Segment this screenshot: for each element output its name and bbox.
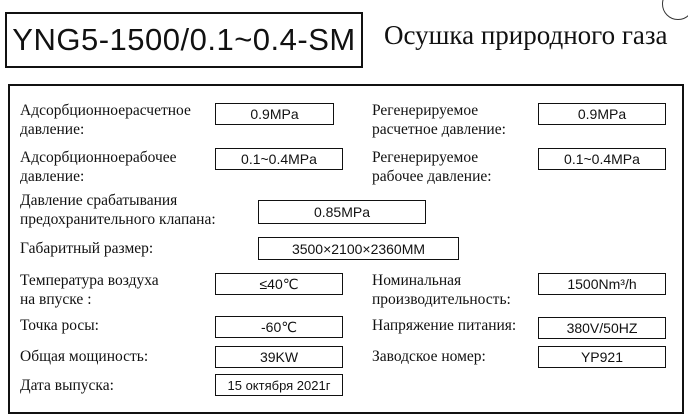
label-line: давление: bbox=[20, 121, 85, 138]
label-line: давление: bbox=[20, 168, 85, 185]
model-number-box bbox=[5, 12, 363, 68]
label-line: Напряжение питания: bbox=[372, 317, 517, 334]
label-line: Точка росы: bbox=[20, 317, 99, 334]
adsorption-working-pressure-label bbox=[20, 148, 177, 186]
supply-voltage-label bbox=[372, 316, 516, 335]
label-line: производительность: bbox=[372, 291, 511, 308]
dew-point-value: -60℃ bbox=[215, 316, 343, 338]
total-power-label bbox=[20, 347, 148, 366]
label-line: Адсорбционноерабочее bbox=[20, 149, 177, 166]
supply-voltage-value: 380V/50HZ bbox=[538, 317, 666, 339]
regeneration-design-pressure-value: 0.9MPa bbox=[538, 103, 666, 125]
label-line: расчетное давление: bbox=[372, 121, 506, 138]
label-line: Температура воздуха bbox=[20, 272, 159, 289]
label-line: Заводское номер: bbox=[372, 348, 486, 365]
adsorption-design-pressure-value: 0.9MPa bbox=[215, 103, 334, 125]
model-number: YNG5-1500/0.1~0.4-SM bbox=[12, 22, 356, 57]
total-power-value: 39KW bbox=[215, 346, 343, 368]
serial-number-value: YP921 bbox=[538, 346, 666, 368]
regeneration-working-pressure-value: 0.1~0.4MPa bbox=[538, 148, 666, 170]
rated-capacity-label bbox=[372, 271, 511, 309]
adsorption-working-pressure-value: 0.1~0.4MPa bbox=[215, 148, 343, 170]
dew-point-label bbox=[20, 316, 99, 335]
product-name: Осушка природного газа bbox=[384, 20, 668, 50]
safety-valve-pressure-label bbox=[20, 191, 216, 229]
label-line: предохранительного клапана: bbox=[20, 211, 216, 228]
label-line: Дата выпуска: bbox=[20, 377, 114, 394]
overall-dimensions-value: 3500×2100×2360MM bbox=[258, 237, 459, 260]
serial-number-label bbox=[372, 347, 486, 366]
inlet-air-temperature-label bbox=[20, 271, 159, 309]
safety-valve-pressure-value: 0.85MPa bbox=[258, 200, 426, 224]
release-date-label bbox=[20, 376, 114, 395]
rated-capacity-value: 1500Nm³/h bbox=[538, 273, 666, 295]
label-line: Номинальная bbox=[372, 272, 462, 289]
label-line: Давление срабатывания bbox=[20, 192, 178, 209]
overall-dimensions-label bbox=[20, 239, 153, 258]
adsorption-design-pressure-label bbox=[20, 101, 191, 139]
label-line: Регенерируемое bbox=[372, 149, 479, 166]
inlet-air-temperature-value: ≤40℃ bbox=[215, 273, 343, 295]
corner-mounting-hole bbox=[662, 0, 688, 20]
release-date-value: 15 октября 2021г bbox=[215, 374, 343, 396]
regeneration-working-pressure-label bbox=[372, 148, 492, 186]
label-line: Общая мощиность: bbox=[20, 348, 149, 365]
label-line: на впуске : bbox=[20, 291, 92, 308]
label-line: рабочее давление: bbox=[372, 168, 492, 185]
label-line: Регенерируемое bbox=[372, 102, 479, 119]
regeneration-design-pressure-label bbox=[372, 101, 506, 139]
label-line: Адсорбционноерасчетное bbox=[20, 102, 191, 119]
label-line: Габаритный размер: bbox=[20, 240, 154, 257]
